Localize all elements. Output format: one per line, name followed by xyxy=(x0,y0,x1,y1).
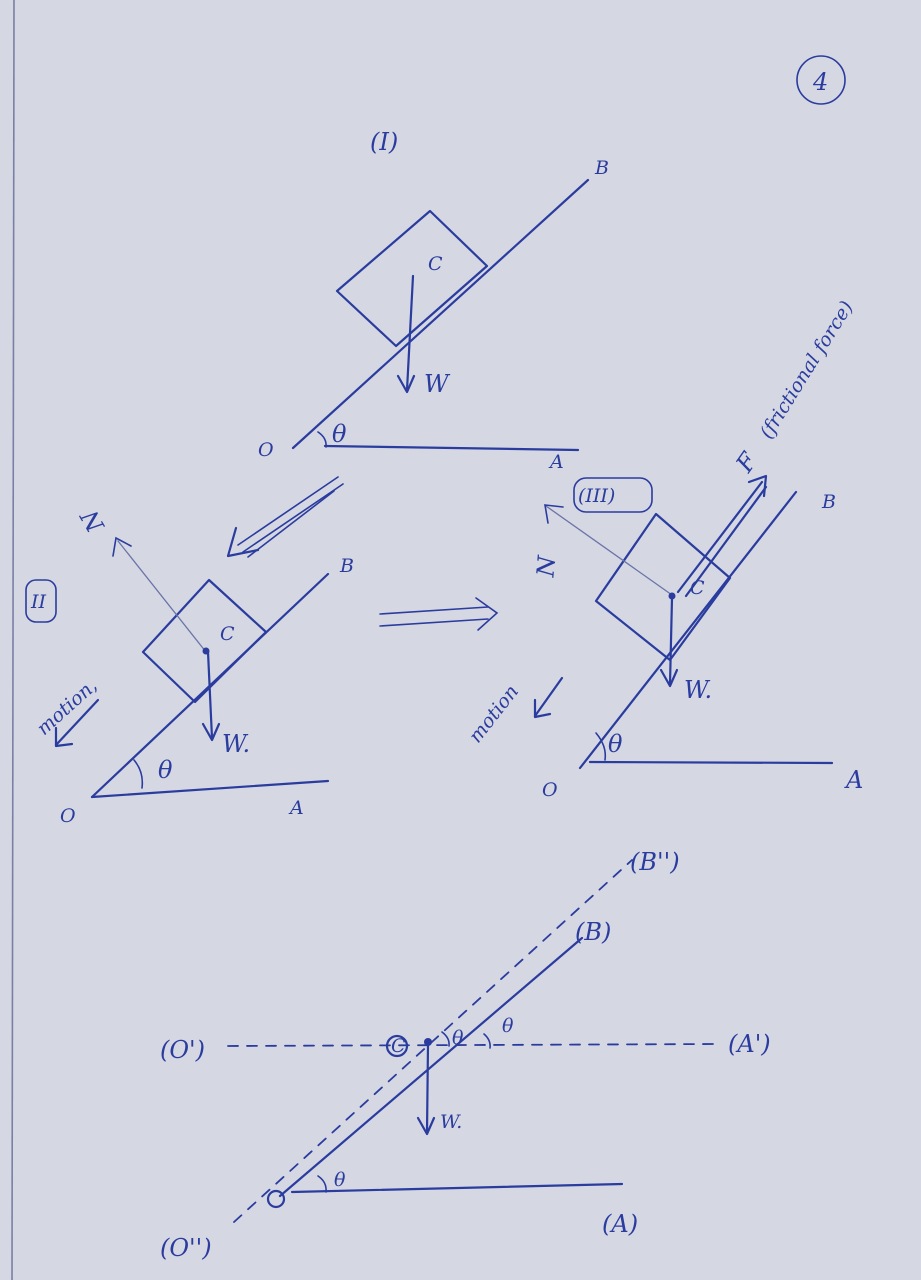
diagram-4-O-double-prime: (O'') xyxy=(160,1234,212,1262)
diagram-4-angle-1: θ xyxy=(452,1027,464,1049)
diagram-1-angle-label: θ xyxy=(332,420,347,448)
diagram-4-O-prime: (O') xyxy=(160,1036,205,1064)
diagram-3-point-O: O xyxy=(542,779,558,801)
diagram-4-weight-label: W. xyxy=(440,1111,463,1133)
diagram-2-weight-label: W. xyxy=(222,730,251,758)
diagram-4-B: (B) xyxy=(575,918,612,946)
diagram-3-base-OA xyxy=(590,762,832,763)
diagram-4-angle-3: θ xyxy=(334,1169,346,1191)
diagram-1-point-O: O xyxy=(258,439,274,461)
page-number-text: 4 xyxy=(813,68,829,96)
diagram-3-center-label: C xyxy=(690,577,705,599)
diagram-3-motion-label: motion xyxy=(464,680,524,748)
diagram-4-c-label: C xyxy=(391,1035,406,1057)
diagram-4-A-prime: (A') xyxy=(728,1030,771,1058)
diagram-3-angle-label: θ xyxy=(608,730,623,758)
diagram-1-label: (I) xyxy=(370,128,399,156)
diagram-3-point-A: A xyxy=(846,766,864,794)
diagram-2-angle-label: θ xyxy=(158,756,173,784)
diagram-4-weight-arrow xyxy=(427,1044,428,1132)
diagram-4-angle-2: θ xyxy=(502,1015,514,1037)
diagram-2-label: II xyxy=(31,591,47,613)
diagram-2-point-B: B xyxy=(340,555,354,577)
diagram-2-motion-label: motion, xyxy=(32,674,102,740)
diagram-1-weight-label: W xyxy=(424,370,449,398)
diagram-4-A: (A) xyxy=(602,1210,639,1238)
diagram-1-point-B: B xyxy=(595,157,609,179)
diagram-3-label: (III) xyxy=(578,485,616,507)
diagram-3-weight-label: W. xyxy=(684,676,713,704)
diagram-1-point-A: A xyxy=(550,451,564,473)
diagram-2-center-label: C xyxy=(220,623,235,645)
diagram-3-normal-label: N xyxy=(531,554,562,579)
diagram-1-center-label: C xyxy=(428,253,443,275)
diagram-3-friction-symbol: F xyxy=(730,447,763,478)
diagram-2-normal-label: N xyxy=(75,504,111,537)
diagram-2-point-A: A xyxy=(290,797,304,819)
diagram-3-friction-label: (frictional force) xyxy=(755,297,858,443)
diagram-3-point-B: B xyxy=(822,491,836,513)
diagram-4-B-double-prime: (B'') xyxy=(630,848,680,876)
diagram-2-point-O: O xyxy=(60,805,76,827)
